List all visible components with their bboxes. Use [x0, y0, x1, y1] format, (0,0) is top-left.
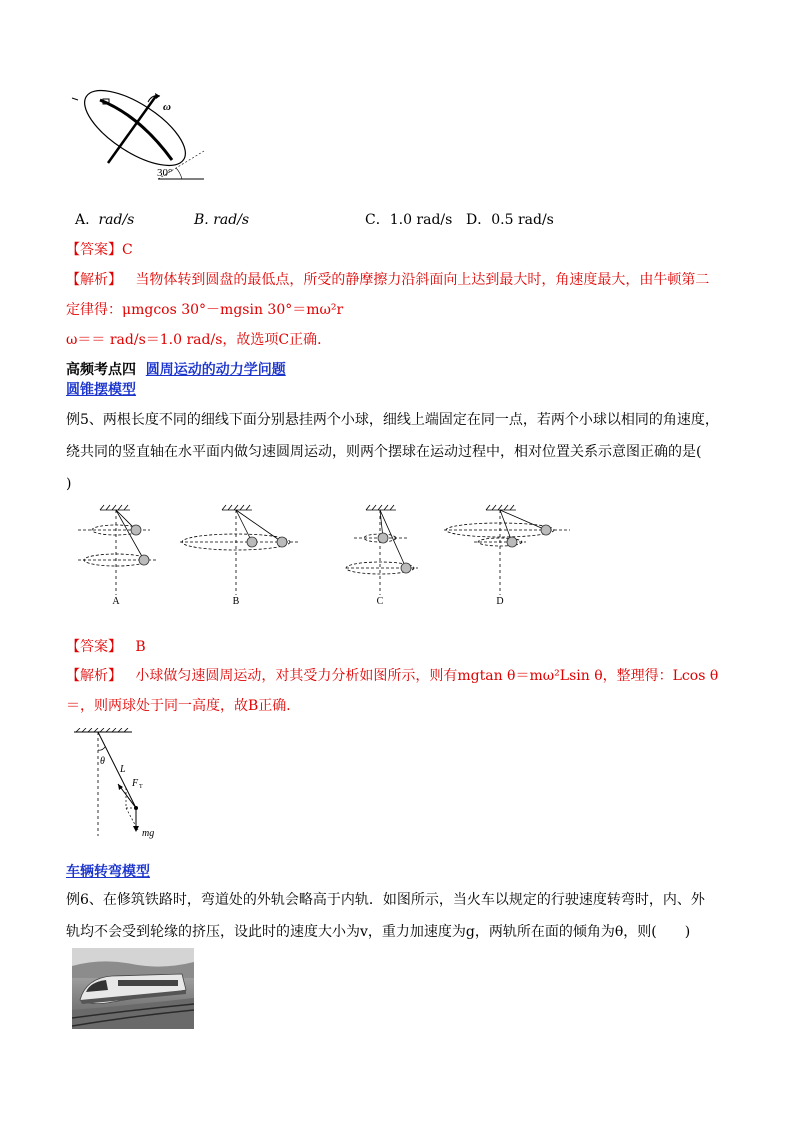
answer-tag: 【答案】 [66, 242, 122, 258]
ex6-line1: 例6、在修筑铁路时，弯道处的外轨会略高于内轨．如图所示，当火车以规定的行驶速度转弯时，内、外 [66, 892, 705, 908]
option-d [466, 210, 554, 230]
option-letter: A. [75, 212, 90, 228]
option-a [75, 210, 134, 230]
conical-pendulum-options-figure [70, 500, 580, 610]
tension-subscript: T [139, 784, 143, 790]
tension-label: F [132, 778, 139, 789]
option-value: rad/s [98, 212, 135, 228]
option-c [365, 210, 452, 230]
option-letter: D． [466, 212, 492, 228]
omega-label: ω [163, 101, 171, 113]
answer-value: B [135, 639, 146, 655]
ex5-line1: 例5、两根长度不同的细线下面分别悬挂两个小球，细线上端固定在同一点，若两个小球以相同的角速度， [66, 412, 719, 428]
q4-analysis-line3: ω＝＝ rad/s＝1.0 rad/s，故选项C正确． [66, 332, 332, 348]
ex6-line2: 轨均不会受到轮缘的挤压，设此时的速度大小为v，重力加速度为g，两轨所在面的倾角为θ，则( ) [66, 924, 691, 940]
analysis-tag: 【解析】 [66, 668, 122, 684]
weight-label: mg [142, 828, 155, 839]
section-number: 高频考点四 [66, 362, 136, 378]
answer-value: C [122, 242, 133, 258]
ex5-line3: ) [66, 476, 72, 492]
option-letter: B. [194, 212, 209, 228]
analysis-text: 当物体转到圆盘的最低点，所受的静摩擦力沿斜面向上达到最大时，角速度最大，由牛顿第二 [135, 272, 710, 288]
option-label-d: D [496, 596, 504, 607]
train-photo [72, 948, 194, 1029]
option-label-a: A [112, 596, 120, 607]
theta-label: θ [100, 756, 105, 767]
length-label: L [120, 764, 126, 775]
sub-heading-conical: 圆锥摆模型 [66, 382, 136, 398]
analysis-tag: 【解析】 [66, 272, 122, 288]
analysis-text: 小球做匀速圆周运动，对其受力分析如图所示，则有mgtan θ＝mω²Lsin θ，整理得：Lcos θ [135, 668, 719, 684]
q4-analysis-line2: 定律得：μmgcos 30°－mgsin 30°＝mω²r [66, 302, 344, 318]
option-label-b: B [232, 596, 240, 607]
angle-label: 30° [157, 167, 173, 179]
ex5-analysis-line2: ＝，则两球处于同一高度，故B正确． [66, 698, 301, 714]
section-heading [66, 360, 286, 380]
option-value: 1.0 rad/s [389, 212, 453, 228]
force-analysis-figure [70, 728, 180, 840]
ex5-answer [66, 637, 146, 657]
option-value: 0.5 rad/s [491, 212, 554, 228]
option-label-c: C [376, 596, 384, 607]
section-title: 圆周运动的动力学问题 [145, 362, 286, 378]
option-letter: C． [365, 212, 390, 228]
answer-tag: 【答案】 [66, 639, 122, 655]
option-b [194, 210, 249, 230]
option-value: rad/s [213, 212, 250, 228]
q4-analysis-line1 [66, 270, 709, 290]
ex5-analysis-line1 [66, 666, 718, 686]
tilted-disc-figure [70, 88, 210, 184]
sub-heading-vehicle: 车辆转弯模型 [66, 864, 150, 880]
q4-answer [66, 240, 133, 260]
ex5-line2: 绕共同的竖直轴在水平面内做匀速圆周运动，则两个摆球在运动过程中，相对位置关系示意图正确的是( [66, 444, 702, 460]
